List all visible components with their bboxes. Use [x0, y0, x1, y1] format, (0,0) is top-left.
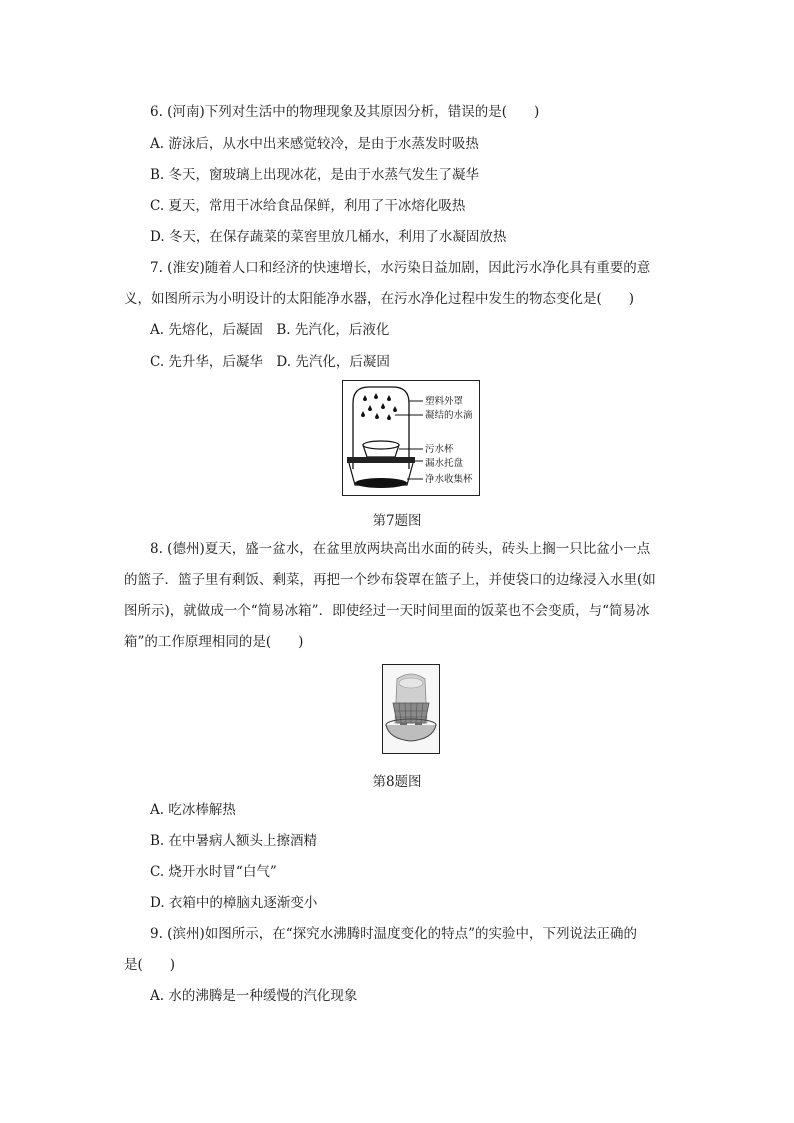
q7-options-row1: A. 先熔化，后凝固 B. 先汽化，后液化 [150, 322, 390, 338]
q8-stem-line2: 的篮子．篮子里有剩饭、剩菜，再把一个纱布袋罩在篮子上，并使袋口的边缘浸入水里(如 [124, 572, 656, 588]
q8-figure-caption: 第8题图 [372, 774, 422, 790]
q9-stem-line1: 9. (滨州)如图所示，在“探究水沸腾时温度变化的特点”的实验中，下列说法正确的 [150, 926, 638, 942]
solar-purifier-diagram [343, 381, 479, 495]
q7-figure-caption: 第7题图 [372, 513, 422, 529]
q6-option-d: D. 冬天，在保存蔬菜的菜窖里放几桶水，利用了水凝固放热 [150, 229, 507, 245]
label-plastic-cover: 塑料外罩 [425, 396, 464, 407]
q7-options-row2: C. 先升华，后凝华 D. 先汽化，后凝固 [150, 354, 390, 370]
q8-option-c: C. 烧开水时冒“白气” [150, 864, 277, 880]
q6-option-c: C. 夏天，常用干冰给食品保鲜，利用了干冰熔化吸热 [150, 198, 466, 214]
q7-stem-line2: 义，如图所示为小明设计的太阳能净水器，在污水净化过程中发生的物态变化是( ) [124, 291, 635, 307]
q8-option-a: A. 吃冰棒解热 [150, 802, 236, 818]
label-leak-tray: 漏水托盘 [425, 458, 464, 469]
simple-fridge-photo [383, 665, 439, 753]
q8-figure [382, 664, 440, 754]
q6-option-b: B. 冬天，窗玻璃上出现冰花，是由于水蒸气发生了凝华 [150, 167, 480, 183]
q8-option-b: B. 在中暑病人额头上擦酒精 [150, 833, 318, 849]
q9-stem-line2: 是( ) [124, 957, 176, 973]
q8-stem-line4: 箱”的工作原理相同的是( ) [124, 634, 304, 650]
q9-option-a: A. 水的沸腾是一种缓慢的汽化现象 [150, 988, 358, 1004]
q6-stem: 6. (河南)下列对生活中的物理现象及其原因分析，错误的是( ) [150, 104, 540, 120]
q7-figure [342, 380, 480, 496]
q8-stem-line1: 8. (德州)夏天，盛一盆水，在盆里放两块高出水面的砖头，砖头上搁一只比盆小一点 [150, 541, 651, 557]
q7-stem-line1: 7. (淮安)随着人口和经济的快速增长，水污染日益加剧，因此污水净化具有重要的意 [150, 260, 651, 276]
q8-stem-line3: 图所示)，就做成一个“简易冰箱”．即使经过一天时间里面的饭菜也不会变质，与“简易冰 [124, 603, 650, 619]
label-dirty-cup: 污水杯 [425, 444, 454, 455]
q8-option-d: D. 衣箱中的樟脑丸逐渐变小 [150, 895, 318, 911]
water-drops [361, 393, 397, 420]
label-collection-cup: 净水收集杯 [425, 474, 473, 485]
label-condensed-drops: 凝结的水滴 [425, 410, 473, 421]
q6-option-a: A. 游泳后，从水中出来感觉较冷，是由于水蒸发时吸热 [150, 136, 479, 152]
